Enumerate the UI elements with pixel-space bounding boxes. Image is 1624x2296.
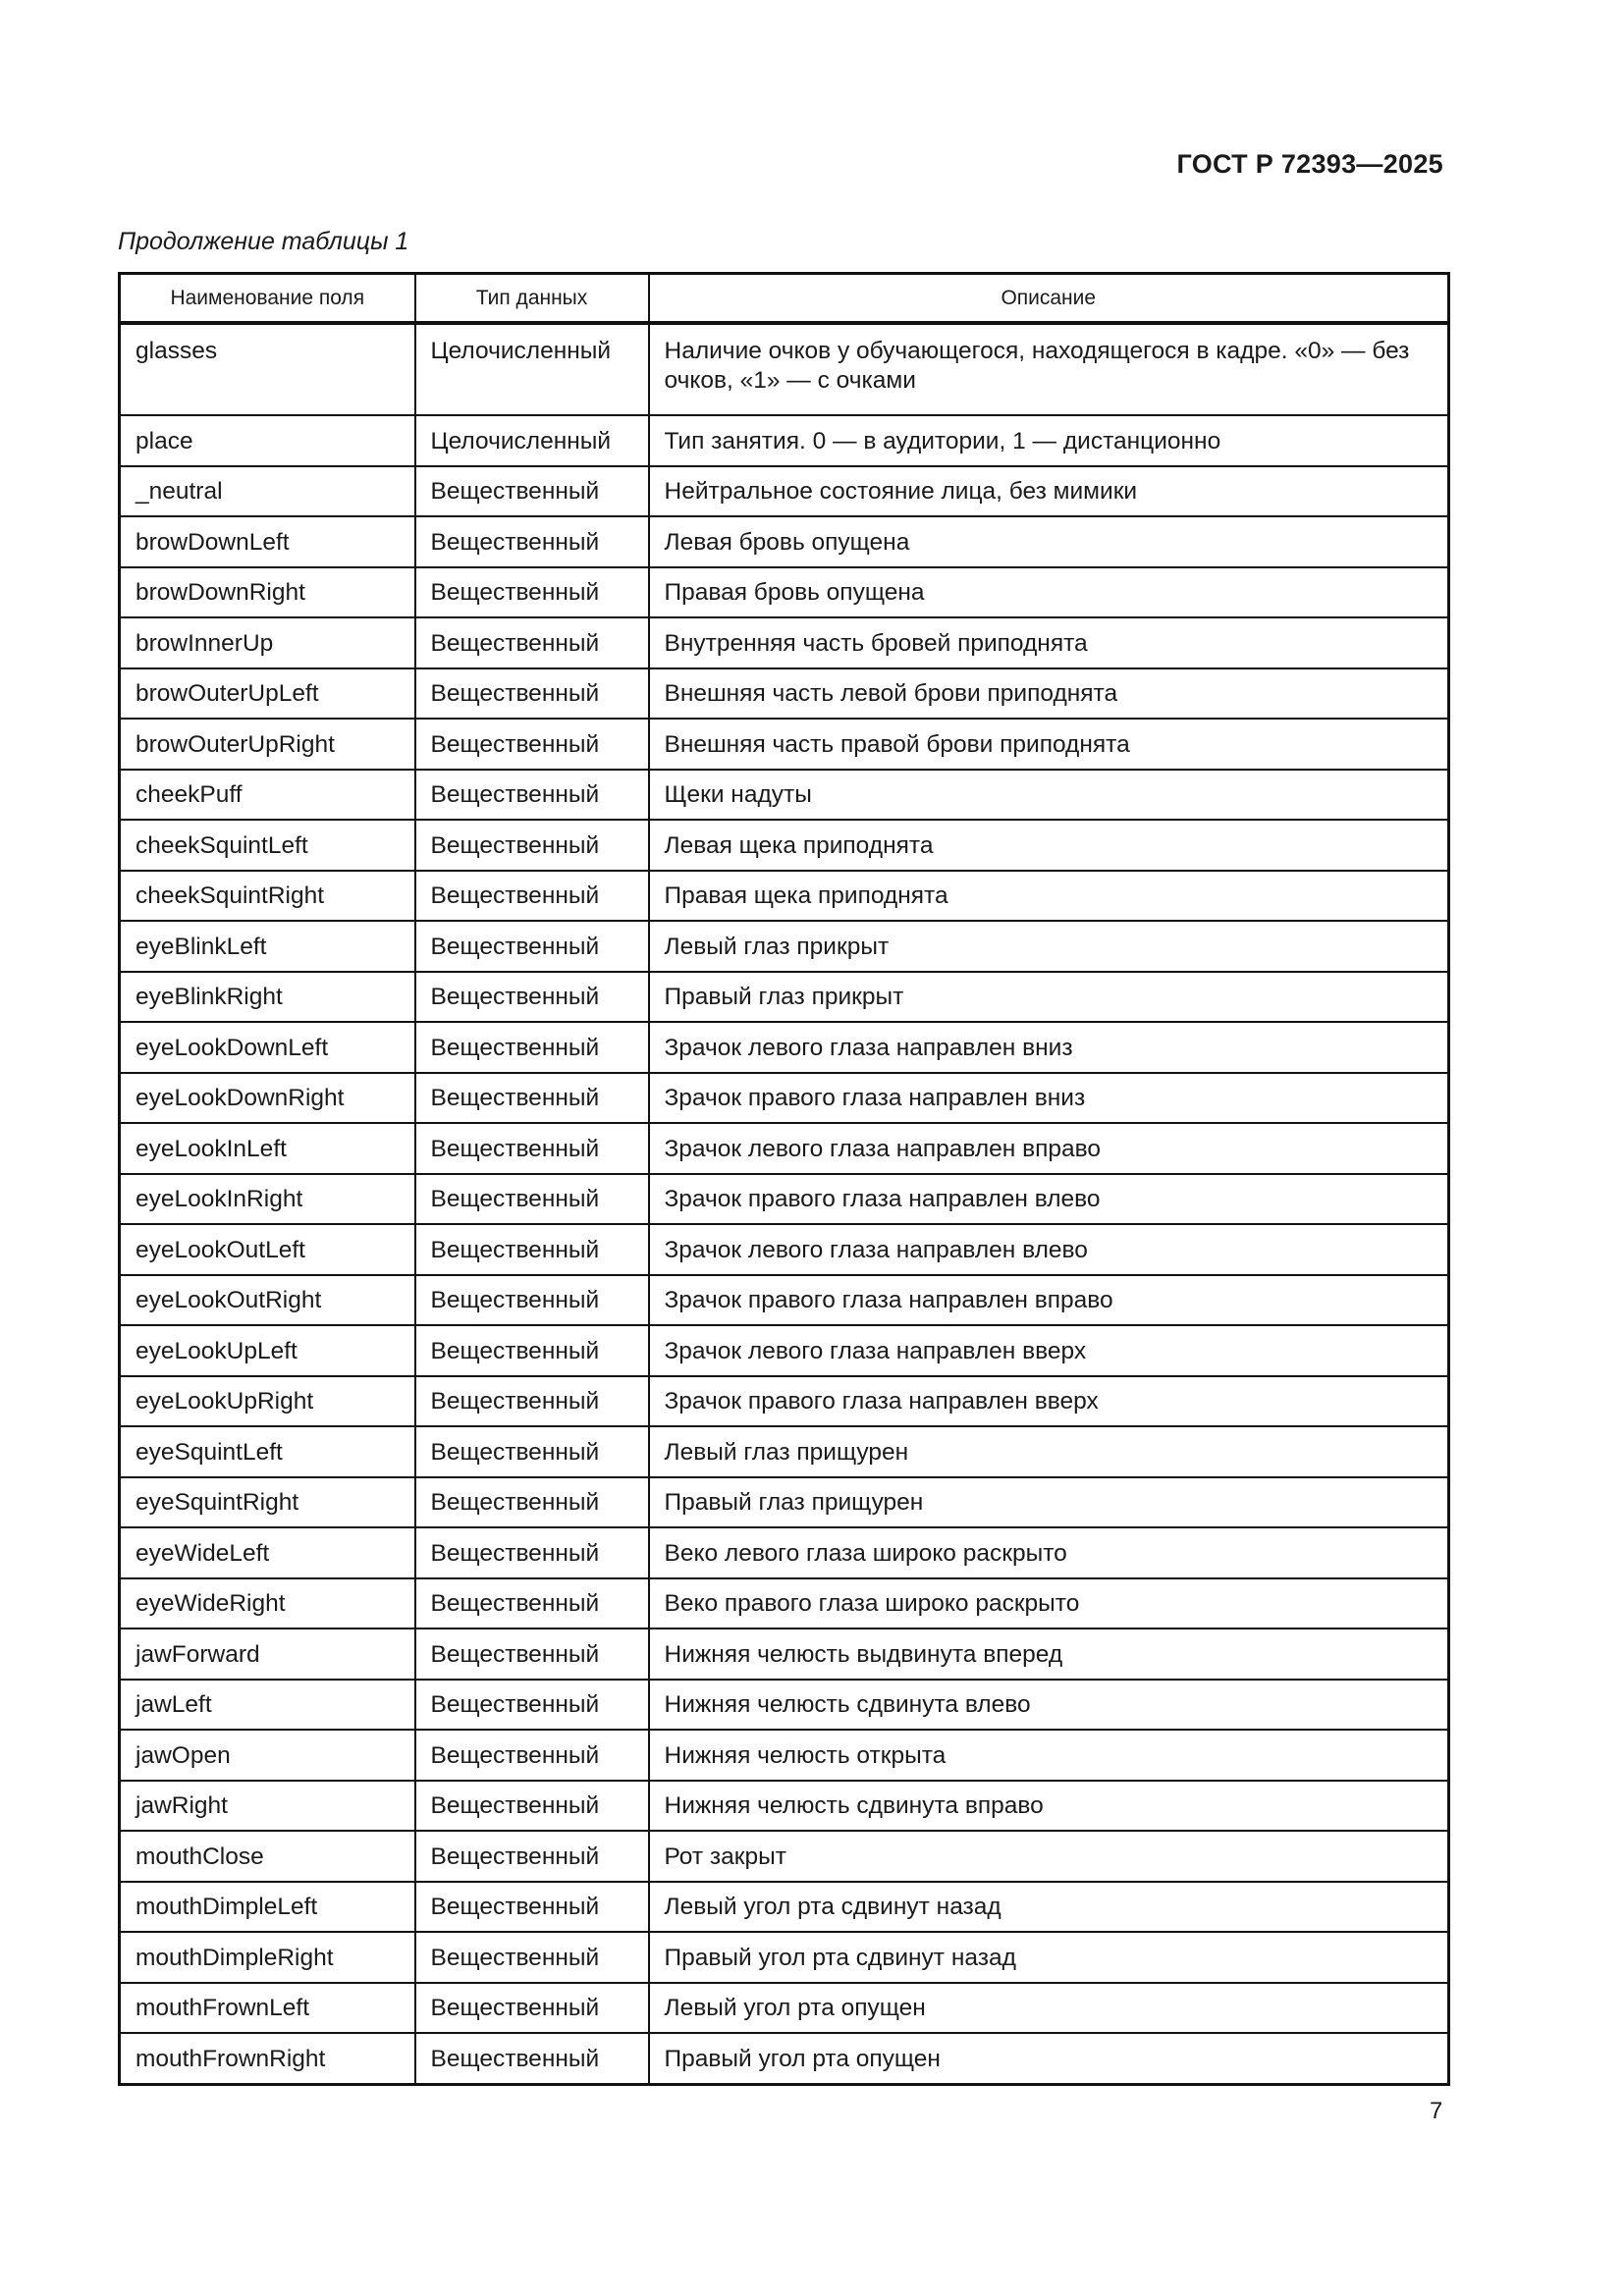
description-cell: Нижняя челюсть сдвинута влево (649, 1680, 1449, 1731)
table-row (120, 1932, 1449, 1983)
field-name-cell: eyeBlinkRight (120, 972, 415, 1023)
data-type-cell: Вещественный (415, 1527, 649, 1578)
data-type-cell: Вещественный (415, 1932, 649, 1983)
field-name-cell: mouthDimpleRight (120, 1932, 415, 1983)
field-name-cell: mouthFrownLeft (120, 1983, 415, 2034)
field-name-cell: eyeLookDownRight (120, 1073, 415, 1124)
table-row (120, 1629, 1449, 1680)
data-type-cell: Вещественный (415, 1983, 649, 2034)
description-cell: Правый угол рта сдвинут назад (649, 1932, 1449, 1983)
table-row (120, 1983, 1449, 2034)
column-header-field-name: Наименование поля (120, 274, 415, 324)
field-name-cell: place (120, 415, 415, 466)
data-type-cell: Вещественный (415, 466, 649, 517)
data-type-cell: Вещественный (415, 1376, 649, 1427)
data-type-cell: Вещественный (415, 921, 649, 972)
data-type-cell: Вещественный (415, 1781, 649, 1832)
description-cell: Правый глаз прищурен (649, 1477, 1449, 1528)
table-row (120, 617, 1449, 668)
table-row (120, 1882, 1449, 1933)
table-row (120, 770, 1449, 821)
description-cell: Рот закрыт (649, 1831, 1449, 1882)
fields-table (118, 272, 1450, 2086)
field-name-cell: mouthDimpleLeft (120, 1882, 415, 1933)
field-name-cell: cheekPuff (120, 770, 415, 821)
data-type-cell: Вещественный (415, 668, 649, 720)
description-cell: Зрачок правого глаза направлен вправо (649, 1275, 1449, 1326)
field-name-cell: eyeLookInLeft (120, 1123, 415, 1174)
description-cell: Внешняя часть левой брови приподнята (649, 668, 1449, 720)
data-type-cell: Вещественный (415, 1275, 649, 1326)
table-row (120, 1123, 1449, 1174)
field-name-cell: jawLeft (120, 1680, 415, 1731)
description-cell: Левая бровь опущена (649, 516, 1449, 567)
data-type-cell: Вещественный (415, 1073, 649, 1124)
data-type-cell: Вещественный (415, 567, 649, 618)
column-header-description: Описание (649, 274, 1449, 324)
table-row (120, 1781, 1449, 1832)
description-cell: Веко правого глаза широко раскрыто (649, 1578, 1449, 1629)
description-cell: Нижняя челюсть сдвинута вправо (649, 1781, 1449, 1832)
data-type-cell: Вещественный (415, 1680, 649, 1731)
table-row (120, 415, 1449, 466)
description-cell: Тип занятия. 0 — в аудитории, 1 — дистанционно (649, 415, 1449, 466)
table-row (120, 1325, 1449, 1376)
field-name-cell: eyeLookInRight (120, 1174, 415, 1225)
table-row (120, 871, 1449, 922)
field-name-cell: eyeLookOutLeft (120, 1224, 415, 1275)
data-type-cell: Вещественный (415, 1477, 649, 1528)
table-row (120, 972, 1449, 1023)
field-name-cell: jawOpen (120, 1730, 415, 1781)
table-row (120, 1730, 1449, 1781)
field-name-cell: eyeWideRight (120, 1578, 415, 1629)
description-cell: Зрачок левого глаза направлен вправо (649, 1123, 1449, 1174)
field-name-cell: eyeSquintRight (120, 1477, 415, 1528)
data-type-cell: Вещественный (415, 770, 649, 821)
data-type-cell: Вещественный (415, 1174, 649, 1225)
data-type-cell: Вещественный (415, 820, 649, 871)
description-cell: Нижняя челюсть выдвинута вперед (649, 1629, 1449, 1680)
data-type-cell: Вещественный (415, 1426, 649, 1477)
description-cell: Внешняя часть правой брови приподнята (649, 719, 1449, 770)
description-cell: Внутренняя часть бровей приподнята (649, 617, 1449, 668)
description-cell: Левый глаз прикрыт (649, 921, 1449, 972)
field-name-cell: cheekSquintLeft (120, 820, 415, 871)
table-row (120, 1022, 1449, 1073)
field-name-cell: mouthFrownRight (120, 2033, 415, 2084)
data-type-cell: Целочисленный (415, 415, 649, 466)
document-code: ГОСТ Р 72393—2025 (1176, 149, 1443, 179)
field-name-cell: browOuterUpLeft (120, 668, 415, 720)
description-cell: Левая щека приподнята (649, 820, 1449, 871)
table-header-row (120, 274, 1449, 324)
table-row (120, 1680, 1449, 1731)
data-type-cell: Вещественный (415, 516, 649, 567)
table-row (120, 1224, 1449, 1275)
data-type-cell: Вещественный (415, 1325, 649, 1376)
table-row (120, 1477, 1449, 1528)
field-name-cell: jawRight (120, 1781, 415, 1832)
field-name-cell: eyeLookDownLeft (120, 1022, 415, 1073)
field-name-cell: browInnerUp (120, 617, 415, 668)
description-cell: Нейтральное состояние лица, без мимики (649, 466, 1449, 517)
field-name-cell: browDownLeft (120, 516, 415, 567)
data-type-cell: Вещественный (415, 1730, 649, 1781)
description-cell: Зрачок левого глаза направлен вверх (649, 1325, 1449, 1376)
table-row (120, 323, 1449, 415)
description-cell: Правая бровь опущена (649, 567, 1449, 618)
data-type-cell: Вещественный (415, 871, 649, 922)
table-row (120, 820, 1449, 871)
description-cell: Зрачок левого глаза направлен вниз (649, 1022, 1449, 1073)
description-cell: Веко левого глаза широко раскрыто (649, 1527, 1449, 1578)
page-number: 7 (1430, 2098, 1443, 2124)
field-name-cell: cheekSquintRight (120, 871, 415, 922)
description-cell: Щеки надуты (649, 770, 1449, 821)
description-cell: Зрачок левого глаза направлен влево (649, 1224, 1449, 1275)
field-name-cell: _neutral (120, 466, 415, 517)
field-name-cell: eyeLookUpRight (120, 1376, 415, 1427)
table-row (120, 1831, 1449, 1882)
description-cell: Зрачок правого глаза направлен влево (649, 1174, 1449, 1225)
table-row (120, 1578, 1449, 1629)
description-cell: Левый угол рта опущен (649, 1983, 1449, 2034)
description-cell: Правый глаз прикрыт (649, 972, 1449, 1023)
data-type-cell: Вещественный (415, 1831, 649, 1882)
description-cell: Правая щека приподнята (649, 871, 1449, 922)
table-body (120, 323, 1449, 2084)
field-name-cell: mouthClose (120, 1831, 415, 1882)
description-cell: Правый угол рта опущен (649, 2033, 1449, 2084)
table-row (120, 1275, 1449, 1326)
table-row (120, 567, 1449, 618)
description-cell: Зрачок правого глаза направлен вниз (649, 1073, 1449, 1124)
table-row (120, 1073, 1449, 1124)
field-name-cell: eyeBlinkLeft (120, 921, 415, 972)
data-type-cell: Вещественный (415, 1629, 649, 1680)
table-row (120, 516, 1449, 567)
field-name-cell: eyeLookOutRight (120, 1275, 415, 1326)
table-caption: Продолжение таблицы 1 (118, 228, 409, 255)
field-name-cell: eyeWideLeft (120, 1527, 415, 1578)
field-name-cell: jawForward (120, 1629, 415, 1680)
field-name-cell: eyeLookUpLeft (120, 1325, 415, 1376)
data-type-cell: Вещественный (415, 1224, 649, 1275)
description-cell: Зрачок правого глаза направлен вверх (649, 1376, 1449, 1427)
table-row (120, 1174, 1449, 1225)
description-cell: Наличие очков у обучающегося, находящегося в кадре. «0» — без очков, «1» — с очками (649, 323, 1449, 415)
table-row (120, 921, 1449, 972)
table-row (120, 2033, 1449, 2084)
field-name-cell: browDownRight (120, 567, 415, 618)
description-cell: Левый глаз прищурен (649, 1426, 1449, 1477)
column-header-data-type: Тип данных (415, 274, 649, 324)
table-row (120, 668, 1449, 720)
description-cell: Левый угол рта сдвинут назад (649, 1882, 1449, 1933)
table-row (120, 1376, 1449, 1427)
table-row (120, 1426, 1449, 1477)
data-type-cell: Вещественный (415, 2033, 649, 2084)
data-type-cell: Вещественный (415, 972, 649, 1023)
field-name-cell: browOuterUpRight (120, 719, 415, 770)
field-name-cell: eyeSquintLeft (120, 1426, 415, 1477)
data-type-cell: Целочисленный (415, 323, 649, 415)
data-type-cell: Вещественный (415, 617, 649, 668)
table-row (120, 466, 1449, 517)
description-cell: Нижняя челюсть открыта (649, 1730, 1449, 1781)
data-type-cell: Вещественный (415, 1022, 649, 1073)
table-row (120, 719, 1449, 770)
data-type-cell: Вещественный (415, 1882, 649, 1933)
data-type-cell: Вещественный (415, 719, 649, 770)
data-type-cell: Вещественный (415, 1578, 649, 1629)
field-name-cell: glasses (120, 323, 415, 415)
table-row (120, 1527, 1449, 1578)
data-type-cell: Вещественный (415, 1123, 649, 1174)
